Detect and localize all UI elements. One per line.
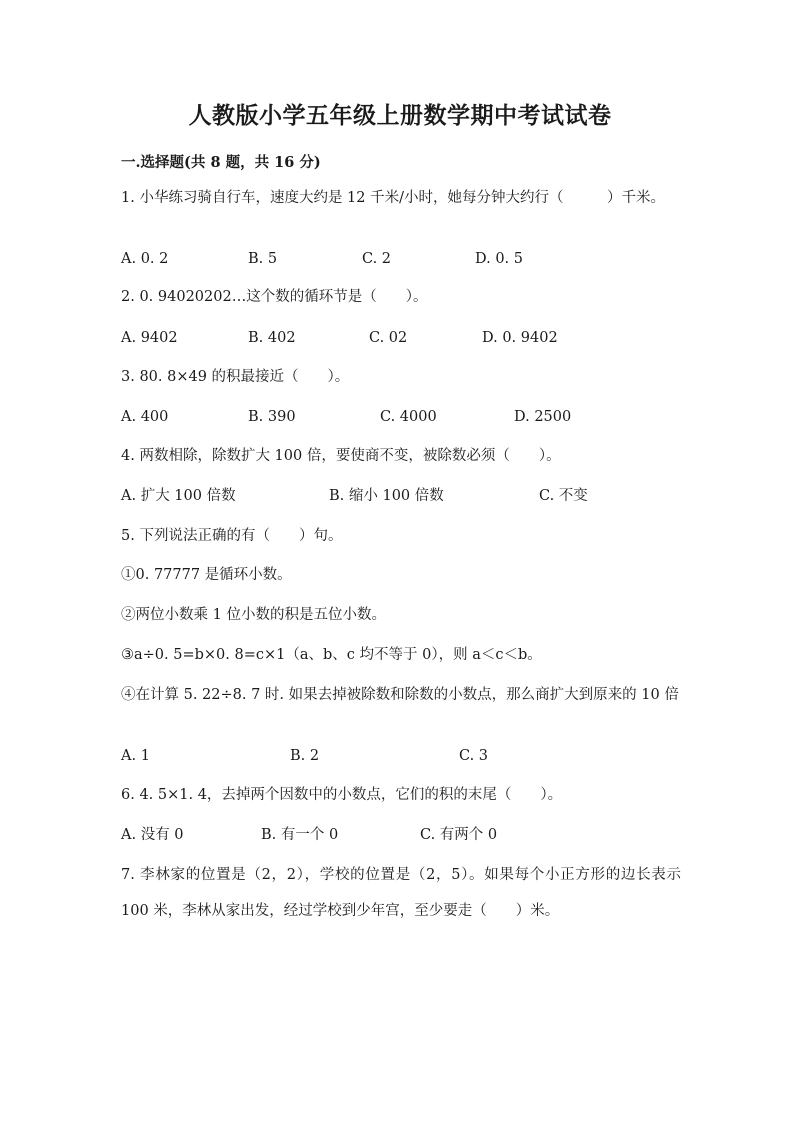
question-3-option-a: A. 400 [121,409,169,425]
question-5-option-b: B. 2 [290,748,320,764]
question-2-option-a: A. 9402 [121,330,178,346]
question-6-option-c: C. 有两个 0 [420,827,498,843]
question-2-option-b: B. 402 [248,330,296,346]
question-6-option-b: B. 有一个 0 [261,827,339,843]
question-5-option-c: C. 3 [459,748,489,764]
question-5-statement-1: ①0. 77777 是循环小数。 [121,567,292,583]
question-3-stem: 3. 80. 8×49 的积最接近（ ）。 [121,369,350,385]
question-4-option-a: A. 扩大 100 倍数 [121,488,236,504]
question-5-statement-3: ③a÷0. 5=b×0. 8=c×1（a、b、c 均不等于 0），则 a＜c＜b。 [121,647,542,663]
question-6-stem: 6. 4. 5×1. 4，去掉两个因数中的小数点，它们的积的末尾（ ）。 [121,787,563,803]
question-4-stem: 4. 两数相除，除数扩大 100 倍，要使商不变，被除数必须（ ）。 [121,448,561,464]
question-5-statement-2: ②两位小数乘 1 位小数的积是五位小数。 [121,607,386,623]
question-5-stem: 5. 下列说法正确的有（ ）句。 [121,528,343,544]
question-2-stem: 2. 0. 94020202…这个数的循环节是（ ）。 [121,289,428,305]
question-5-option-a: A. 1 [121,748,150,764]
question-3-option-c: C. 4000 [380,409,437,425]
question-7-stem: 7. 李林家的位置是（2，2），学校的位置是（2，5）。如果每个小正方形的边长表示 100 米，李林从家出发，经过学校到少年宫，至少要走（ ）米。 [121,867,681,919]
question-1-option-c: C. 2 [362,251,392,267]
question-3-option-d: D. 2500 [514,409,572,425]
exam-title: 人教版小学五年级上册数学期中考试试卷 [188,102,612,129]
section-heading: 一.选择题(共 8 题，共 16 分) [121,154,321,171]
question-1-option-d: D. 0. 5 [475,251,523,267]
question-1-option-b: B. 5 [248,251,278,267]
question-2-option-d: D. 0. 9402 [482,330,558,346]
question-2-option-c: C. 02 [369,330,408,346]
question-1-option-a: A. 0. 2 [121,251,169,267]
question-5-statement-4: ④在计算 5. 22÷8. 7 时. 如果去掉被除数和除数的小数点，那么商扩大到原来的 10 倍 [121,687,679,703]
question-4-option-c: C. 不变 [539,488,588,504]
question-1-stem: 1. 小华练习骑自行车，速度大约是 12 千米/小时，她每分钟大约行（ ）千米。 [121,190,665,206]
question-3-option-b: B. 390 [248,409,296,425]
question-6-option-a: A. 没有 0 [121,827,184,843]
question-4-option-b: B. 缩小 100 倍数 [329,488,444,504]
